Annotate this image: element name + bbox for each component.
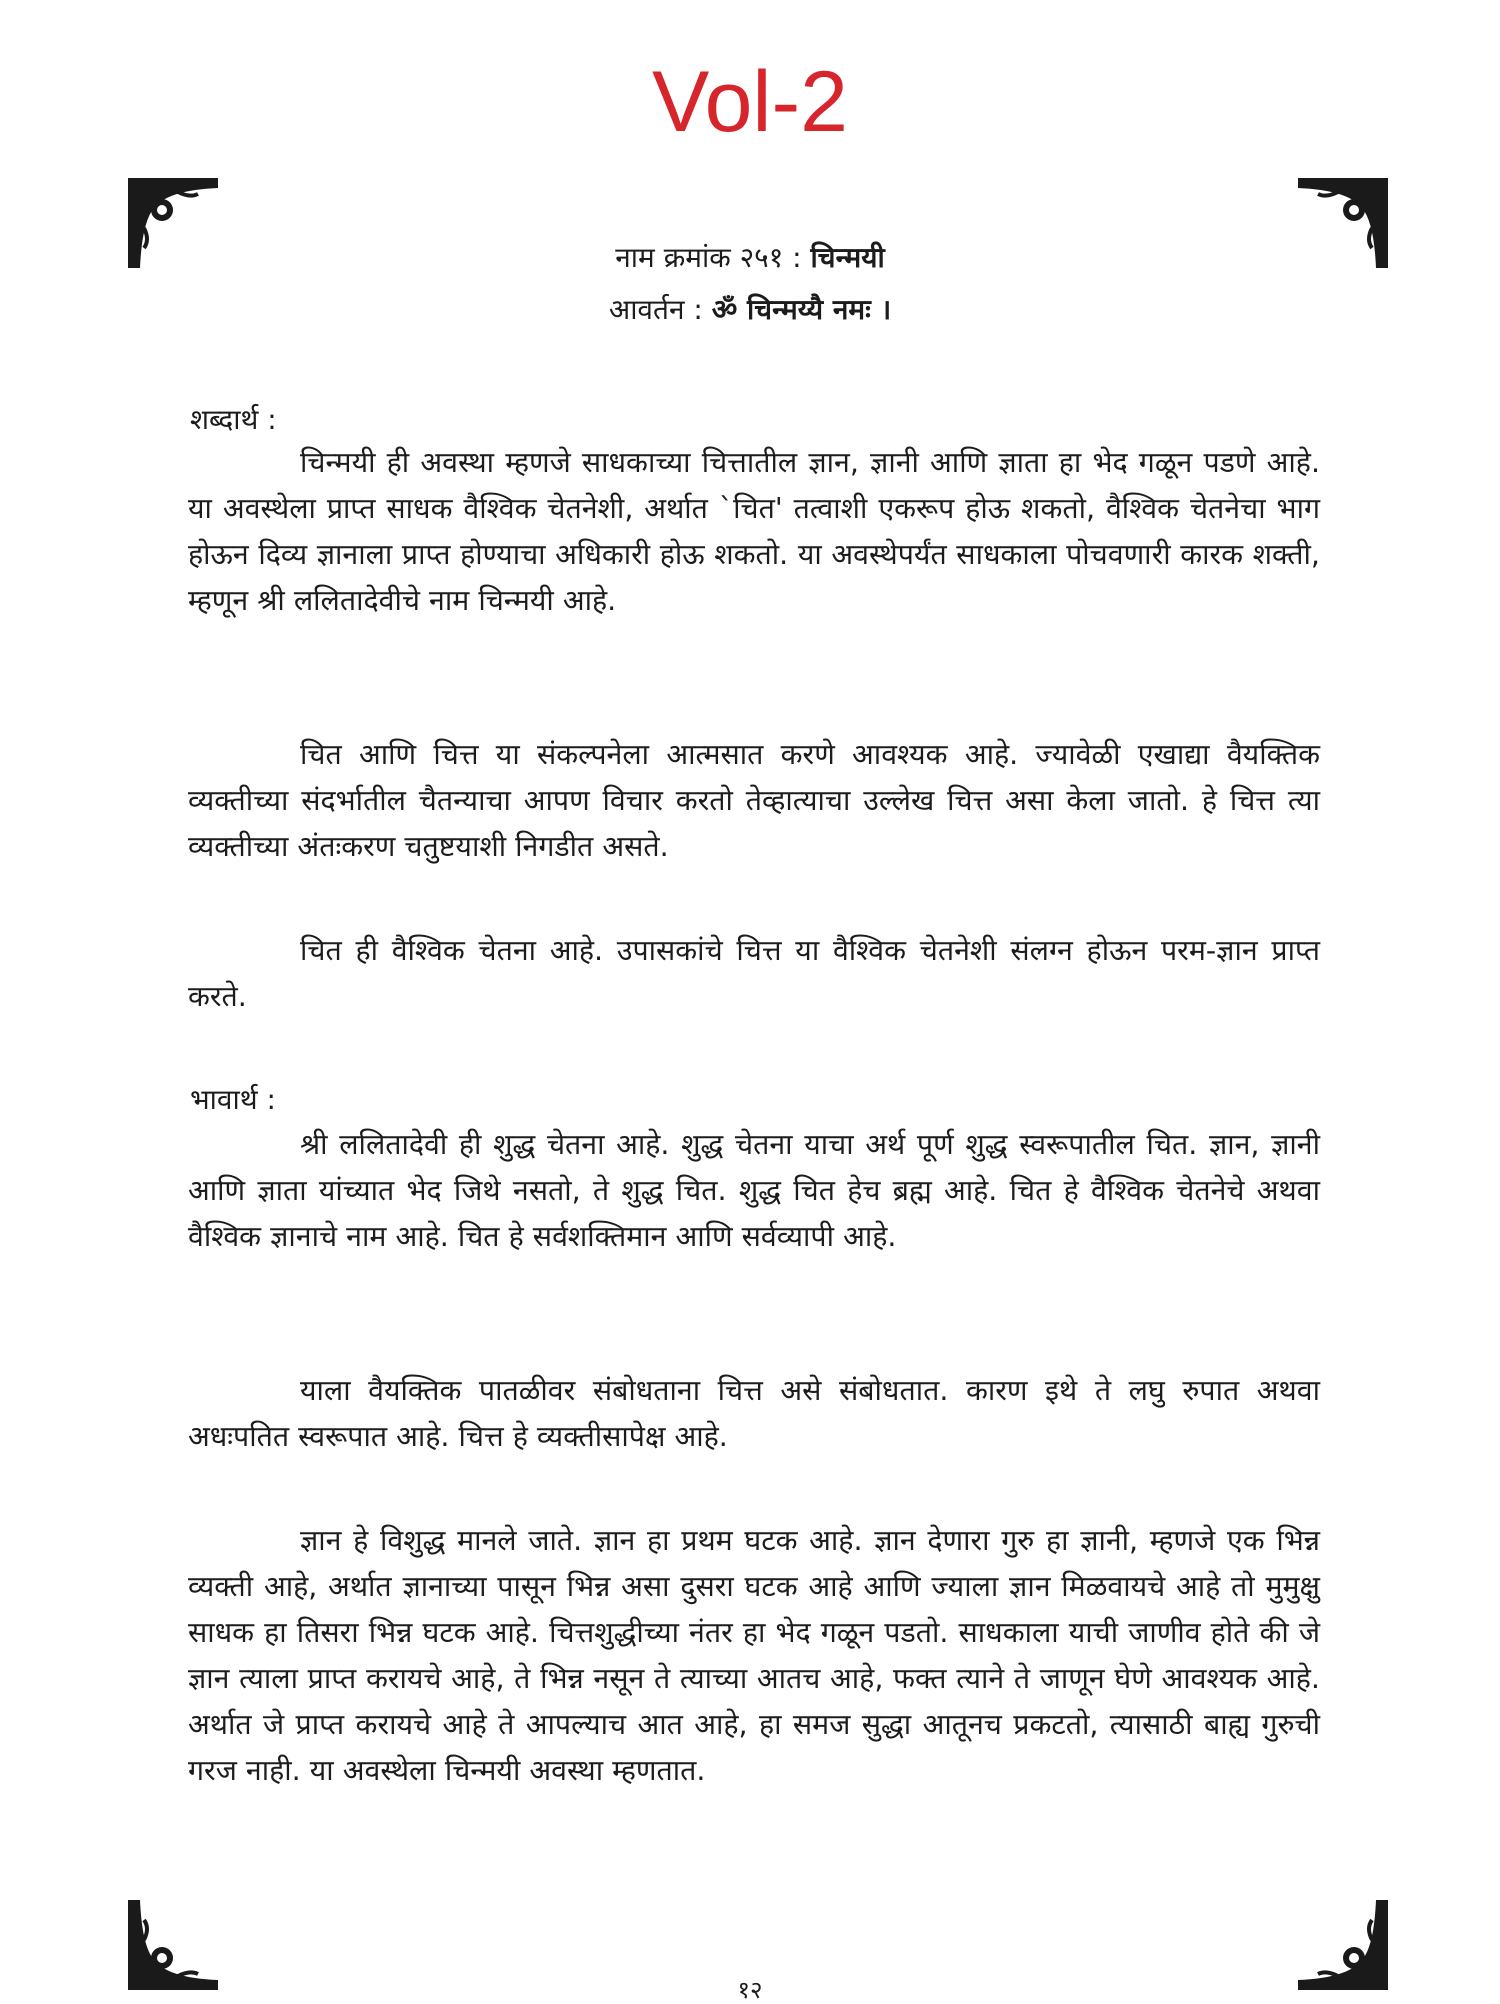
name-number: नाम क्रमांक २५१ : [615, 241, 802, 274]
volume-label: Vol-2 [651, 54, 849, 150]
paragraph-4: श्री ललितादेवी ही शुद्ध चेतना आहे. शुद्ध चेतना याचा अर्थ पूर्ण शुद्ध स्वरूपातील चित. ज्ञान, ज्ञानी आणि ज्ञाता यांच्यात भेद जिथे नसतो, ते शुद्ध चित. शुद्ध चित हेच ब्रह्म आहे. चित हे वैश्विक चेतनेचे अथवा वैश्विक ज्ञानाचे नाम आहे. चित हे सर्वशक्तिमान आणि सर्वव्यापी आहे. [188, 1128, 1320, 1253]
paragraph-3: चित ही वैश्विक चेतना आहे. उपासकांचे चित्त या वैश्विक चेतनेशी संलग्न होऊन परम-ज्ञान प्राप्त करते. [188, 934, 1320, 1013]
corner-ornament-bottom-right [1298, 1900, 1388, 1990]
avartan-label: आवर्तन : [608, 293, 703, 326]
name-title: चिन्मयी [810, 241, 885, 274]
avartan-heading [0, 288, 1500, 332]
name-heading [0, 236, 1500, 280]
paragraph-1: चिन्मयी ही अवस्था म्हणजे साधकाच्या चित्तातील ज्ञान, ज्ञानी आणि ज्ञाता हा भेद गळून पडणे आहे. या अवस्थेला प्राप्त साधक वैश्विक चेतनेशी, अर्थात `चित' तत्वाशी एकरूप होऊ शकतो, वैश्विक चेतनेचा भाग होऊन दिव्य ज्ञानाला प्राप्त होण्याचा अधिकारी होऊ शकतो. या अवस्थेपर्यंत साधकाला पोचवणारी कारक शक्ती, म्हणून श्री ललितादेवीचे नाम चिन्मयी आहे. [188, 446, 1320, 617]
corner-ornament-bottom-left [128, 1900, 218, 1990]
paragraph-2: चित आणि चित्त या संकल्पनेला आत्मसात करणे आवश्यक आहे. ज्यावेळी एखाद्या वैयक्तिक व्यक्तीच्या संदर्भातील चैतन्याचा आपण विचार करतो तेव्हात्याचा उल्लेख चित्त असा केला जातो. हे चित्त त्या व्यक्तीच्या अंतःकरण चतुष्टयाशी निगडीत असते. [188, 738, 1320, 863]
shabdarth-label: शब्दार्थ : [190, 403, 277, 436]
page-number: १२ [737, 1976, 763, 2004]
avartan-mantra: ॐ चिन्मय्यै नमः । [711, 293, 892, 326]
bhavarth-label: भावार्थ : [190, 1083, 276, 1116]
paragraph-5: याला वैयक्तिक पातळीवर संबोधताना चित्त असे संबोधतात. कारण इथे ते लघु रुपात अथवा अधःपतित स्वरूपात आहे. चित्त हे व्यक्तीसापेक्ष आहे. [188, 1374, 1320, 1453]
paragraph-6: ज्ञान हे विशुद्ध मानले जाते. ज्ञान हा प्रथम घटक आहे. ज्ञान देणारा गुरु हा ज्ञानी, म्हणजे एक भिन्न व्यक्ती आहे, अर्थात ज्ञानाच्या पासून भिन्न असा दुसरा घटक आहे आणि ज्याला ज्ञान मिळवायचे आहे तो मुमुक्षु साधक हा तिसरा भिन्न घटक आहे. चित्तशुद्धीच्या नंतर हा भेद गळून पडतो. साधकाला याची जाणीव होते की जे ज्ञान त्याला प्राप्त करायचे आहे, ते भिन्न नसून ते त्याच्या आतच आहे, फक्त त्याने ते जाणून घेणे आवश्यक आहे. अर्थात जे प्राप्त करायचे आहे ते आपल्याच आत आहे, हा समज सुद्धा आतूनच प्रकटतो, त्यासाठी बाह्य गुरुची गरज नाही. या अवस्थेला चिन्मयी अवस्था म्हणतात. [188, 1524, 1320, 1787]
